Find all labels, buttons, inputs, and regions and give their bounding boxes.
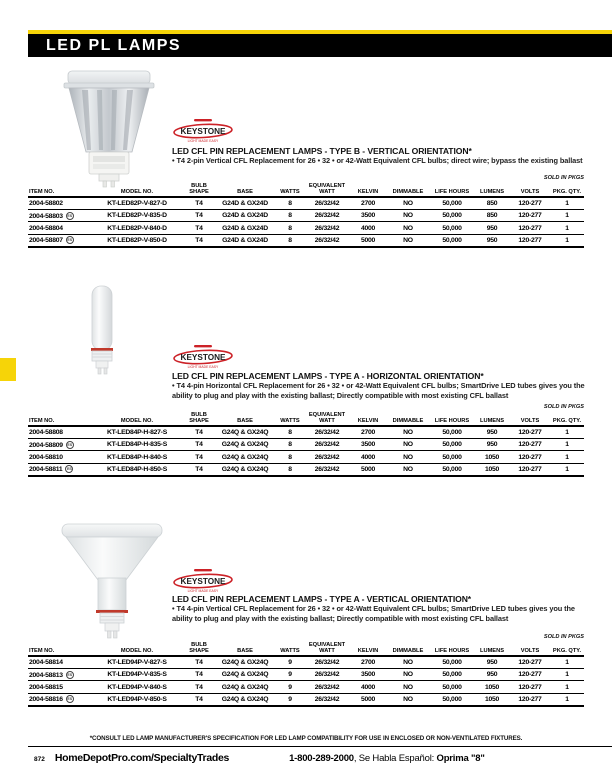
cell-model: KT-LED84P-H-827-S (107, 428, 167, 436)
svg-text:KEYSTONE: KEYSTONE (180, 353, 226, 362)
svg-text:KEYSTONE: KEYSTONE (180, 577, 226, 586)
cell-watts: 8 (288, 236, 292, 244)
column-header: VOLTS (520, 647, 540, 654)
cell-life: 50,000 (442, 465, 462, 473)
page-title: LED PL LAMPS (46, 36, 182, 54)
cell-lumens: 950 (486, 658, 498, 666)
cell-qty: 1 (565, 199, 569, 207)
column-header: KELVIN (357, 647, 379, 654)
column-header: EQUIVALENT WATT (308, 412, 346, 424)
cell-base: G24D & GX24D (222, 212, 268, 220)
cell-equiv: 26/32/42 (314, 683, 340, 691)
cell-lumens: 950 (486, 236, 498, 244)
cell-model: KT-LED84P-H-835-S (107, 441, 167, 449)
column-header: WATTS (280, 647, 300, 654)
cell-lumens: 1050 (484, 695, 500, 703)
column-header: ITEM NO. (29, 417, 55, 424)
sold-note: SOLD IN PKGS (543, 404, 584, 410)
website-url: HomeDepotPro.com/SpecialtyTrades (54, 752, 230, 764)
column-header: BASE (237, 647, 253, 654)
column-header: EQUIVALENT WATT (308, 642, 346, 654)
cell-life: 50,000 (442, 224, 462, 232)
column-header: PKG. QTY. (552, 647, 582, 654)
cell-kelvin: 2700 (360, 199, 376, 207)
cell-dimmable: NO (403, 465, 413, 473)
cell-kelvin: 5000 (360, 236, 376, 244)
cell-bulb: T4 (195, 236, 203, 244)
cell-dimmable: NO (403, 199, 413, 207)
cell-qty: 1 (565, 465, 569, 473)
cell-base: G24D & GX24D (222, 199, 268, 207)
cell-lumens: 950 (486, 428, 498, 436)
cell-qty: 1 (565, 658, 569, 666)
section-title: LED CFL PIN REPLACEMENT LAMPS - TYPE A - HORIZONTAL ORIENTATION* (172, 371, 484, 381)
cell-equiv: 26/32/42 (314, 465, 340, 473)
cell-lumens: 950 (486, 224, 498, 232)
cell-volts: 120-277 (518, 683, 542, 691)
cell-life: 50,000 (442, 671, 462, 679)
column-header: MODEL NO. (120, 188, 154, 195)
cell-kelvin: 5000 (360, 695, 376, 703)
cell-base: G24Q & GX24Q (221, 465, 269, 473)
column-header: LUMENS (479, 647, 504, 654)
column-header: EQUIVALENT WATT (308, 183, 346, 195)
cell-dimmable: NO (403, 683, 413, 691)
cell-life: 50,000 (442, 428, 462, 436)
section-title: LED CFL PIN REPLACEMENT LAMPS - TYPE A - VERTICAL ORIENTATION* (172, 594, 472, 604)
cell-base: G24Q & GX24Q (221, 671, 269, 679)
cell-volts: 120-277 (518, 695, 542, 703)
cell-qty: 1 (565, 212, 569, 220)
cell-kelvin: 2700 (360, 428, 376, 436)
cell-model: KT-LED82P-V-850-D (107, 236, 167, 244)
cell-dimmable: NO (403, 671, 413, 679)
phone-mid-text: , Se Habla Español: (353, 753, 437, 764)
cell-item: 2004-58813 ES (29, 671, 73, 679)
table-row (28, 197, 584, 210)
cell-life: 50,000 (442, 695, 462, 703)
cell-bulb: T4 (195, 465, 203, 473)
cell-qty: 1 (565, 695, 569, 703)
cell-item: 2004-58809 ES (29, 441, 73, 449)
cell-kelvin: 4000 (360, 453, 376, 461)
cell-dimmable: NO (403, 236, 413, 244)
cell-dimmable: NO (403, 428, 413, 436)
cell-equiv: 26/32/42 (314, 428, 340, 436)
cell-life: 50,000 (442, 236, 462, 244)
cell-kelvin: 3500 (360, 441, 376, 449)
column-header: MODEL NO. (120, 417, 154, 424)
phone-line (289, 753, 485, 764)
cell-bulb: T4 (195, 212, 203, 220)
cell-model: KT-LED82P-V-840-D (107, 224, 167, 232)
cell-kelvin: 4000 (360, 224, 376, 232)
cell-volts: 120-277 (518, 428, 542, 436)
cell-volts: 120-277 (518, 236, 542, 244)
cell-base: G24Q & GX24Q (221, 695, 269, 703)
cell-watts: 8 (288, 453, 292, 461)
column-header: LUMENS (479, 417, 504, 424)
certification-icon: ES (67, 238, 73, 243)
column-header: LUMENS (479, 188, 504, 195)
cell-watts: 8 (288, 212, 292, 220)
column-header: MODEL NO. (120, 647, 154, 654)
cell-model: KT-LED94P-V-850-S (107, 695, 167, 703)
cell-watts: 8 (288, 465, 292, 473)
cell-lumens: 950 (486, 441, 498, 449)
keystone-logo (172, 118, 236, 144)
cell-dimmable: NO (403, 212, 413, 220)
cell-equiv: 26/32/42 (314, 199, 340, 207)
cell-lumens: 1050 (484, 683, 500, 691)
cell-kelvin: 3500 (360, 212, 376, 220)
cell-equiv: 26/32/42 (314, 212, 340, 220)
cell-dimmable: NO (403, 441, 413, 449)
table-row (28, 681, 584, 694)
footer-divider (28, 746, 612, 747)
spec-table (28, 642, 584, 707)
cell-life: 50,000 (442, 212, 462, 220)
keystone-logo (172, 344, 236, 370)
column-header: VOLTS (520, 417, 540, 424)
table-row (28, 451, 584, 464)
cell-equiv: 26/32/42 (314, 236, 340, 244)
cell-volts: 120-277 (518, 671, 542, 679)
cell-lumens: 850 (486, 199, 498, 207)
table-row (28, 463, 584, 476)
cell-volts: 120-277 (518, 441, 542, 449)
cell-equiv: 26/32/42 (314, 453, 340, 461)
cell-life: 50,000 (442, 199, 462, 207)
svg-text:LIGHT MADE EASY: LIGHT MADE EASY (187, 365, 219, 369)
cell-volts: 120-277 (518, 453, 542, 461)
product-image-type-a-horizontal (80, 284, 124, 381)
cell-kelvin: 5000 (360, 465, 376, 473)
cell-bulb: T4 (195, 199, 203, 207)
cell-item: 2004-58808 (29, 428, 63, 436)
section-description: • T4 4-pin Horizontal CFL Replacement for 26 • 32 • or 42-Watt Equivalent CFL bulbs; SmartDrive LED tubes gives you the ability to plug and play with the existing ballast; Directly compatible with most existing CFL ballast (172, 381, 585, 400)
cell-watts: 9 (288, 683, 292, 691)
cell-model: KT-LED82P-V-835-D (107, 212, 167, 220)
column-header: VOLTS (520, 188, 540, 195)
cell-life: 50,000 (442, 683, 462, 691)
keystone-logo (172, 568, 236, 594)
phone-number: 1-800-289-2000 (289, 753, 354, 764)
column-header: KELVIN (357, 417, 379, 424)
cell-kelvin: 2700 (360, 658, 376, 666)
cell-model: KT-LED94P-V-827-S (107, 658, 167, 666)
cell-qty: 1 (565, 671, 569, 679)
column-header: DIMMABLE (392, 417, 424, 424)
spec-table (28, 183, 584, 248)
cell-item: 2004-58802 (29, 199, 63, 207)
cell-base: G24Q & GX24Q (221, 683, 269, 691)
cell-volts: 120-277 (518, 465, 542, 473)
cell-base: G24Q & GX24Q (221, 441, 269, 449)
cell-equiv: 26/32/42 (314, 658, 340, 666)
table-row (28, 222, 584, 235)
cell-life: 50,000 (442, 658, 462, 666)
cell-kelvin: 4000 (360, 683, 376, 691)
cell-item: 2004-58810 (29, 453, 63, 461)
product-image-type-a-vertical (55, 518, 169, 645)
cell-item: 2004-58804 (29, 224, 63, 232)
page-header-bar (28, 34, 612, 57)
cell-watts: 9 (288, 695, 292, 703)
cell-lumens: 850 (486, 212, 498, 220)
cell-dimmable: NO (403, 658, 413, 666)
cell-kelvin: 3500 (360, 671, 376, 679)
cell-bulb: T4 (195, 224, 203, 232)
column-header: BULB SHAPE (189, 412, 209, 424)
cell-qty: 1 (565, 683, 569, 691)
cell-watts: 8 (288, 428, 292, 436)
table-row (28, 426, 584, 439)
cell-equiv: 26/32/42 (314, 224, 340, 232)
column-header: WATTS (280, 417, 300, 424)
cell-dimmable: NO (403, 224, 413, 232)
cell-volts: 120-277 (518, 212, 542, 220)
cell-watts: 8 (288, 441, 292, 449)
cell-item: 2004-58803 ES (29, 212, 73, 220)
column-header: ITEM NO. (29, 647, 55, 654)
svg-text:LIGHT MADE EASY: LIGHT MADE EASY (187, 139, 219, 143)
certification-icon: ES (67, 213, 73, 218)
cell-qty: 1 (565, 236, 569, 244)
cell-lumens: 1050 (484, 453, 500, 461)
cell-watts: 8 (288, 199, 292, 207)
table-row (28, 438, 584, 451)
svg-text:KEYSTONE: KEYSTONE (180, 127, 226, 136)
spec-table (28, 412, 584, 477)
cell-lumens: 950 (486, 671, 498, 679)
cell-item: 2004-58814 (29, 658, 63, 666)
column-header: BASE (237, 417, 253, 424)
column-header: PKG. QTY. (552, 417, 582, 424)
cell-bulb: T4 (195, 441, 203, 449)
cell-equiv: 26/32/42 (314, 695, 340, 703)
cell-qty: 1 (565, 428, 569, 436)
cell-volts: 120-277 (518, 658, 542, 666)
cell-equiv: 26/32/42 (314, 441, 340, 449)
cell-dimmable: NO (403, 453, 413, 461)
cell-bulb: T4 (195, 453, 203, 461)
table-row (28, 693, 584, 706)
sold-note: SOLD IN PKGS (543, 175, 584, 181)
column-header: DIMMABLE (392, 188, 424, 195)
section-description: • T4 2-pin Vertical CFL Replacement for 26 • 32 • or 42-Watt Equivalent CFL bulbs; direct wire; bypass the existing ballast (172, 156, 583, 165)
cell-bulb: T4 (195, 683, 203, 691)
column-header: DIMMABLE (392, 647, 424, 654)
certification-icon: ES (67, 672, 73, 677)
certification-icon: ES (67, 442, 73, 447)
column-header: BULB SHAPE (189, 183, 209, 195)
column-header: BASE (237, 188, 253, 195)
cell-lumens: 1050 (484, 465, 500, 473)
cell-equiv: 26/32/42 (314, 671, 340, 679)
sold-note: SOLD IN PKGS (543, 634, 584, 640)
cell-watts: 9 (288, 658, 292, 666)
cell-base: G24Q & GX24Q (221, 453, 269, 461)
cell-volts: 120-277 (518, 224, 542, 232)
table-row (28, 234, 584, 247)
table-row (28, 668, 584, 681)
cell-model: KT-LED94P-V-840-S (107, 683, 167, 691)
column-header: LIFE HOURS (434, 188, 470, 195)
column-header: KELVIN (357, 188, 379, 195)
cell-bulb: T4 (195, 695, 203, 703)
phone-oprima: Oprima "8" (436, 753, 485, 764)
cell-life: 50,000 (442, 441, 462, 449)
column-header: BULB SHAPE (189, 642, 209, 654)
cell-volts: 120-277 (518, 199, 542, 207)
cell-qty: 1 (565, 224, 569, 232)
cell-base: G24D & GX24D (222, 224, 268, 232)
cell-item: 2004-58807 ES (29, 237, 73, 245)
section-index-tab (0, 358, 16, 381)
cell-watts: 9 (288, 671, 292, 679)
svg-text:LIGHT MADE EASY: LIGHT MADE EASY (187, 589, 219, 593)
cell-item: 2004-58816 ES (29, 696, 73, 704)
column-header: ITEM NO. (29, 188, 55, 195)
table-row (28, 209, 584, 222)
cell-qty: 1 (565, 453, 569, 461)
table-row (28, 656, 584, 669)
column-header: PKG. QTY. (552, 188, 582, 195)
page-footer (28, 752, 612, 764)
cell-bulb: T4 (195, 428, 203, 436)
page-number: 872 (34, 756, 45, 763)
cell-item: 2004-58815 (29, 683, 63, 691)
column-header: LIFE HOURS (434, 417, 470, 424)
certification-icon: ES (67, 697, 73, 702)
certification-icon: ES (67, 467, 72, 472)
cell-watts: 8 (288, 224, 292, 232)
cell-model: KT-LED84P-H-840-S (107, 453, 167, 461)
section-description: • T4 4-pin Vertical CFL Replacement for 26 • 32 • or 42-Watt Equivalent CFL bulbs; SmartDrive LED tubes gives you the ability to plug and play with the existing ballast; Directly compatible with most existing CFL ballast (172, 604, 575, 623)
cell-model: KT-LED84P-H-850-S (107, 465, 167, 473)
column-header: WATTS (280, 188, 300, 195)
cell-bulb: T4 (195, 658, 203, 666)
cell-base: G24Q & GX24Q (221, 428, 269, 436)
cell-dimmable: NO (403, 695, 413, 703)
section-title: LED CFL PIN REPLACEMENT LAMPS - TYPE B - VERTICAL ORIENTATION* (172, 146, 472, 156)
cell-bulb: T4 (195, 671, 203, 679)
cell-model: KT-LED82P-V-827-D (107, 199, 167, 207)
compatibility-footnote: *CONSULT LED LAMP MANUFACTURER'S SPECIFICATION FOR LED LAMP COMPATIBILITY FOR USE IN ENCLOSED OR NON-VENTILATED FIXTURES. (89, 735, 523, 742)
cell-item: 2004-58811 ES (29, 466, 72, 474)
cell-life: 50,000 (442, 453, 462, 461)
cell-base: G24D & GX24D (222, 236, 268, 244)
cell-model: KT-LED94P-V-835-S (107, 671, 167, 679)
cell-base: G24Q & GX24Q (221, 658, 269, 666)
column-header: LIFE HOURS (434, 647, 470, 654)
cell-qty: 1 (565, 441, 569, 449)
